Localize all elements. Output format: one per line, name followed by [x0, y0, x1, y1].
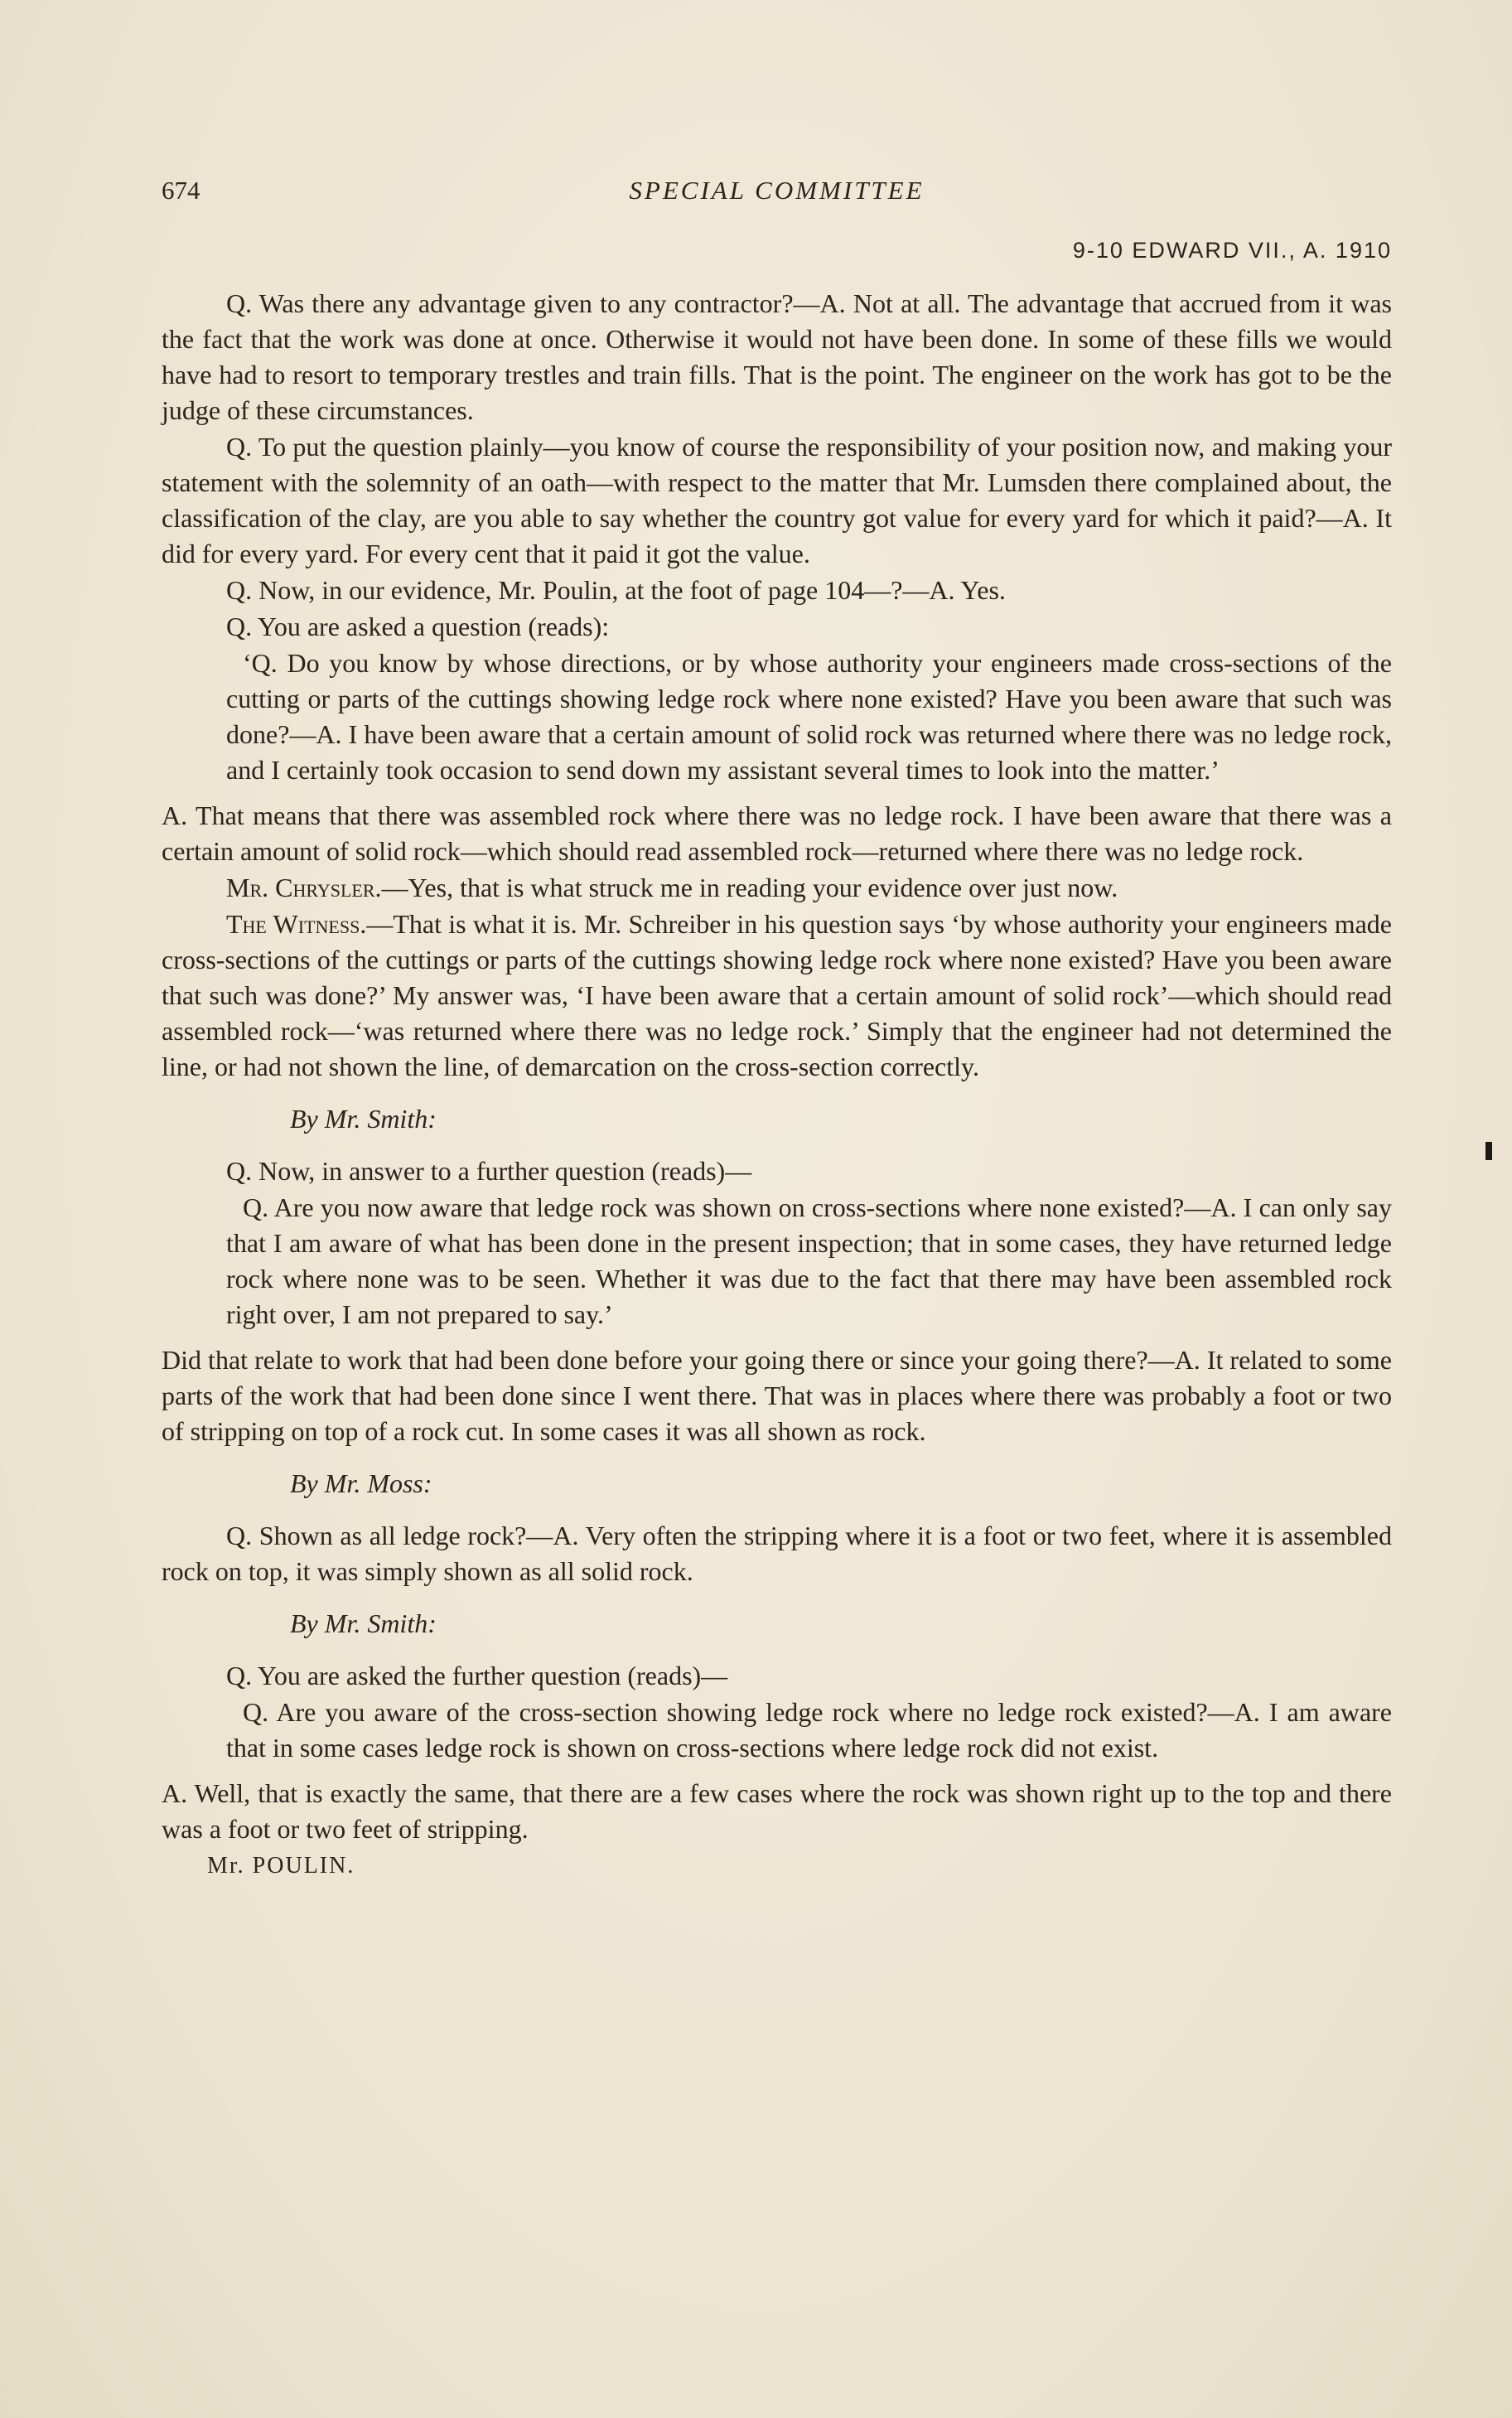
paragraph: Q. You are asked a question (reads):: [226, 612, 610, 641]
paragraph: Q. Now, in our evidence, Mr. Poulin, at the foot of page 104—?—A. Yes.: [226, 575, 1006, 605]
page-header: [162, 176, 1392, 217]
paragraph: Q. To put the question plainly—you know of course the responsibility of your position now, and making your statement with the solemnity of an oath—with respect to the matter that Mr. Lumsden there complained about, the classification of the clay, are you able to say whether the country got value for every yard for which it paid?—A. It did for every yard. For every cent that it paid it got the value.: [162, 432, 1392, 568]
examiner-subheading: By Mr. Moss:: [290, 1468, 432, 1498]
speaker-text: —That is what it is. Mr. Schreiber in his question says ‘by whose authority your engineers made cross-sections of the cuttings or parts of the cuttings showing ledge rock where none existed? Have you been aware that such was done?’ My answer was, ‘I have been aware that a certain amount of solid rock’—which should read assembled rock—‘was returned where there was no ledge rock.’ Simply that the engineer had not determined the line, or had not shown the line, of demarcation on the cross-section correctly.: [162, 909, 1393, 1081]
speaker-label: Mr. POULIN.: [207, 1853, 355, 1879]
page-number: 674: [162, 176, 200, 205]
paragraph: Q. Now, in answer to a further question (reads)—: [226, 1156, 752, 1186]
margin-mark: [1485, 1142, 1492, 1160]
paragraph: Q. Was there any advantage given to any contractor?—A. Not at all. The advantage that accrued from it was the fact that the work was done at once. Otherwise it would not have been done. In some of these fills we would have had to resort to temporary trestles and train fills. That is the point. The engineer on the work has got to be the judge of these circumstances.: [162, 288, 1392, 425]
speaker-text: —Yes, that is what struck me in reading your evidence over just now.: [381, 873, 1118, 902]
paragraph: Did that relate to work that had been done before your going there or since your going there?—A. It related to some parts of the work that had been done since I went there. That was in places where there was probably a foot or two of stripping on top of a rock cut. In some cases it was all shown as rock.: [162, 1345, 1392, 1446]
running-title: SPECIAL COMMITTEE: [629, 176, 925, 205]
document-body: [162, 286, 1392, 1884]
speaker-name: Mr. Chrysler.: [226, 873, 382, 902]
paragraph: A. Well, that is exactly the same, that there are a few cases where the rock was shown right up to the top and there was a foot or two feet of stripping.: [162, 1778, 1392, 1844]
paragraph: Q. Shown as all ledge rock?—A. Very often the stripping where it is a foot or two feet, where it is assembled rock on top, it was simply shown as all solid rock.: [162, 1521, 1392, 1586]
quoted-passage: Q. Are you now aware that ledge rock was shown on cross-sections where none existed?—A. I can only say that I am aware of what has been done in the present inspection; that in some cases, they have returned ledge rock where none was to be seen. Whether it was due to the fact that there may have been assembled rock right over, I am not prepared to say.’: [226, 1192, 1392, 1329]
speaker-paragraph: [162, 870, 1392, 906]
examiner-subheading: By Mr. Smith:: [290, 1608, 437, 1638]
quoted-passage: ‘Q. Do you know by whose directions, or by whose authority your engineers made cross-sections of the cutting or parts of the cuttings showing ledge rock where none existed? Have you been aware that such was done?—A. I have been aware that a certain amount of solid rock was returned where there was no ledge rock, and I certainly took occasion to send down my assistant several times to look into the matter.’: [226, 648, 1392, 785]
paragraph: A. That means that there was assembled rock where there was no ledge rock. I have been aware that there was a certain amount of solid rock—which should read assembled rock—returned where there was no ledge rock.: [162, 800, 1392, 866]
speaker-name: The Witness.: [226, 909, 367, 939]
examiner-subheading: By Mr. Smith:: [290, 1104, 437, 1134]
quoted-passage: Q. Are you aware of the cross-section showing ledge rock where no ledge rock existed?—A. I am aware that in some cases ledge rock is shown on cross-sections where ledge rock did not exist.: [226, 1697, 1392, 1763]
volume-line: 9-10 EDWARD VII., A. 1910: [1072, 238, 1392, 263]
paragraph: Q. You are asked the further question (reads)—: [226, 1661, 728, 1690]
speaker-paragraph: [162, 907, 1392, 1085]
